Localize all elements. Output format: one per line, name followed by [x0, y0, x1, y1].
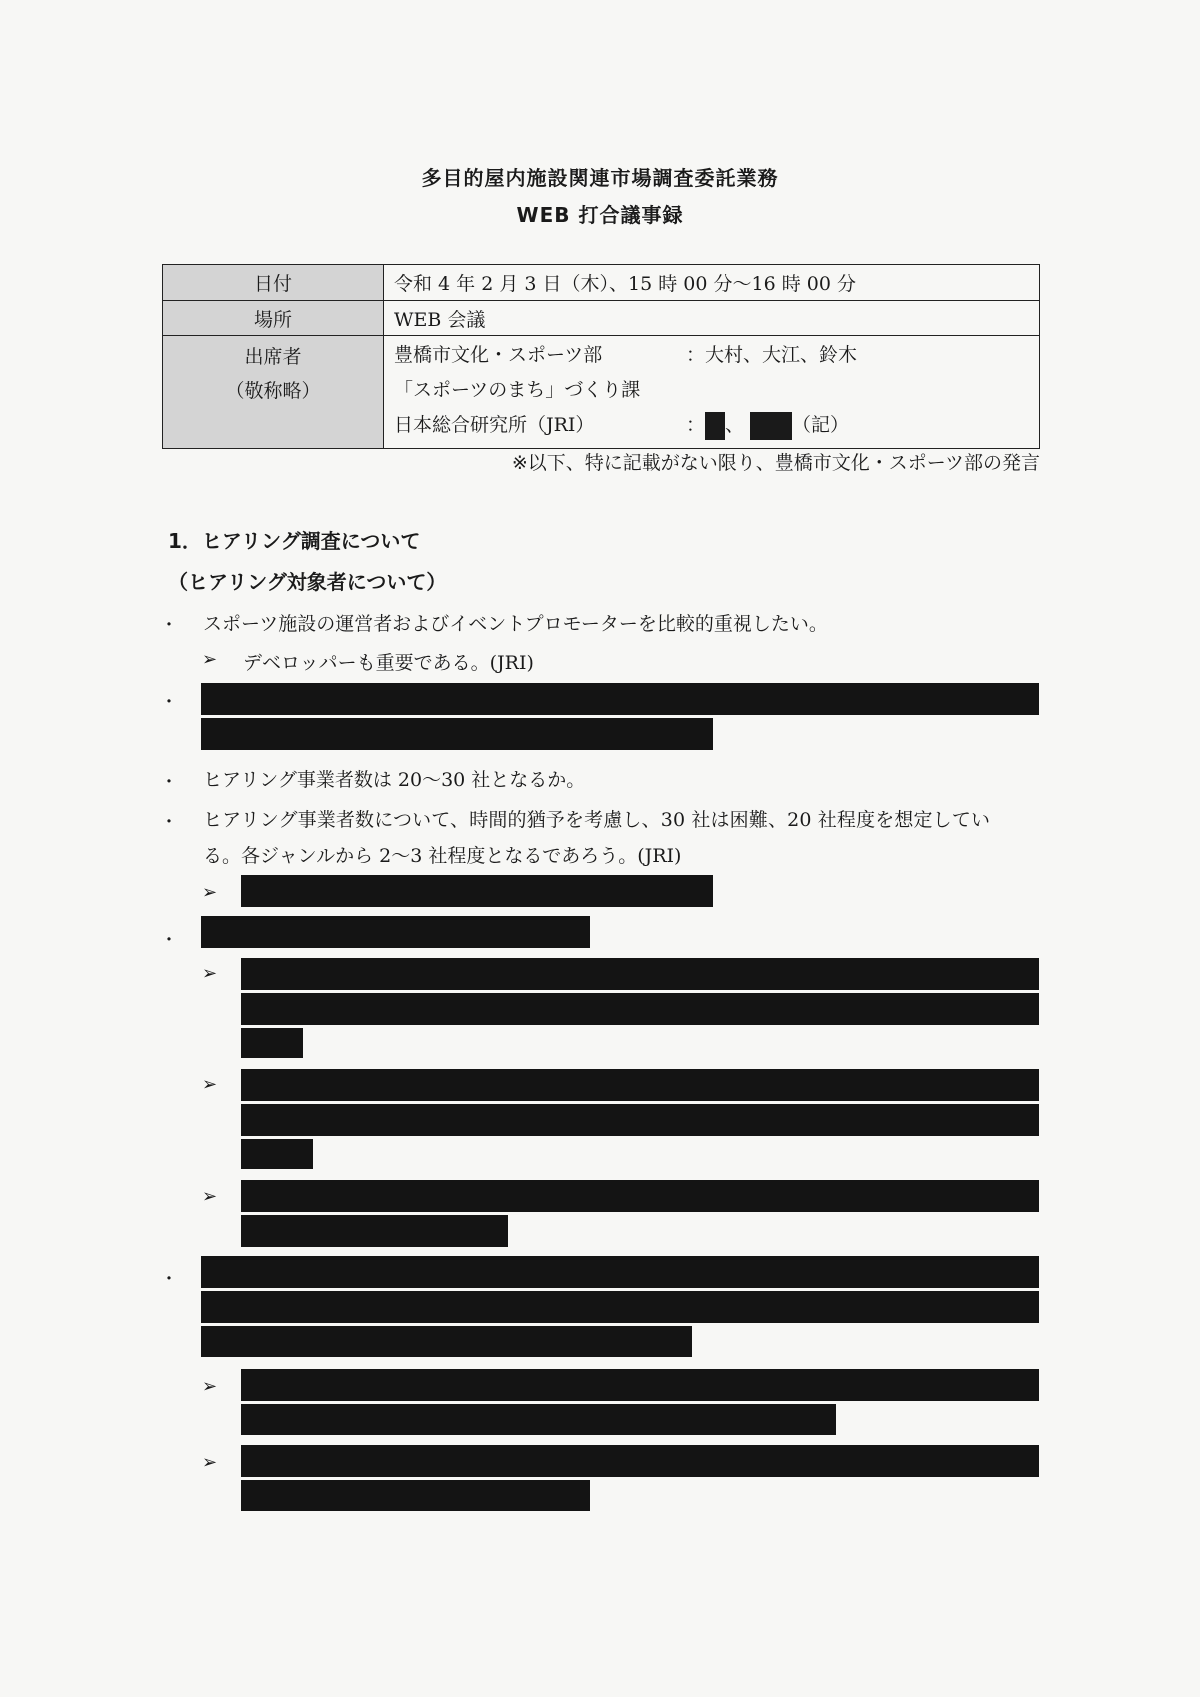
- item-1-reply: デベロッパーも重要である。(JRI): [243, 652, 534, 674]
- attendees-label-cell: [163, 336, 384, 449]
- attendee-names-1: ：大村、大江、鈴木: [686, 344, 858, 366]
- attendee-org-1: 豊橋市文化・スポーツ部: [394, 344, 603, 366]
- attendee-line-1: [394, 338, 1029, 373]
- attendee-line-3: [394, 408, 1029, 443]
- arrow-marker: ➢: [202, 882, 218, 903]
- redaction-block: [201, 683, 1039, 715]
- redaction-block: [241, 1404, 836, 1435]
- place-label: 場所: [163, 301, 384, 336]
- bullet-marker: ・: [160, 615, 178, 636]
- date-value: 令和 4 年 2 月 3 日（木）、15 時 00 分～16 時 00 分: [384, 265, 1040, 301]
- redaction-block: [241, 875, 713, 907]
- speaker-note: ※以下、特に記載がない限り、豊橋市文化・スポーツ部の発言: [511, 452, 1040, 474]
- date-row: [163, 265, 1040, 301]
- item-4-text-line2: る。各ジャンルから 2～3 社程度となるであろう。(JRI): [203, 845, 682, 867]
- attendee-names-3-prefix: ：: [686, 414, 706, 436]
- redaction-block: [241, 1104, 1039, 1136]
- section-heading: 1．ヒアリング調査について: [168, 529, 421, 553]
- redaction-block: [241, 993, 1039, 1025]
- redaction-block: [241, 958, 1039, 990]
- arrow-marker: ➢: [202, 1186, 218, 1207]
- arrow-marker: ➢: [202, 963, 218, 984]
- redaction-block: [241, 1139, 313, 1169]
- attendees-label-sub: （敬称略）: [225, 380, 321, 402]
- redaction-block: [241, 1215, 508, 1247]
- redaction-block: [201, 916, 590, 948]
- bullet-marker: ・: [160, 692, 178, 713]
- redacted-name-2: [750, 412, 792, 440]
- bullet-marker: ・: [160, 812, 178, 833]
- attendee-org-3: 日本総合研究所（JRI）: [394, 414, 595, 436]
- arrow-marker: ➢: [202, 1376, 218, 1397]
- document-title: 多目的屋内施設関連市場調査委託業務: [421, 166, 779, 190]
- place-value: WEB 会議: [384, 301, 1040, 336]
- redaction-block: [201, 718, 713, 750]
- attendee-org-2: 「スポーツのまち」づくり課: [394, 379, 641, 401]
- date-label: 日付: [163, 265, 384, 301]
- section-subheading: （ヒアリング対象者について）: [168, 570, 447, 594]
- bullet-marker: ・: [160, 772, 178, 793]
- arrow-marker: ➢: [202, 1074, 218, 1095]
- redaction-block: [241, 1180, 1039, 1212]
- attendee-line-2: [394, 373, 1029, 408]
- attendees-row: [163, 336, 1040, 449]
- bullet-marker: ・: [160, 930, 178, 951]
- redaction-block: [241, 1069, 1039, 1101]
- redaction-block: [241, 1028, 303, 1058]
- redacted-name-1: [705, 412, 725, 440]
- document-subtitle: WEB 打合議事録: [516, 203, 684, 227]
- attendee-names-3: [686, 408, 849, 443]
- place-row: [163, 301, 1040, 336]
- arrow-marker: ➢: [202, 1452, 218, 1473]
- attendee-names-3-suffix: （記）: [792, 414, 850, 436]
- attendees-value-cell: [384, 336, 1040, 449]
- redaction-block: [241, 1445, 1039, 1477]
- item-1-text: スポーツ施設の運営者およびイベントプロモーターを比較的重視したい。: [203, 613, 828, 635]
- redaction-block: [241, 1369, 1039, 1401]
- bullet-marker: ・: [160, 1269, 178, 1290]
- attendees-label: 出席者: [244, 346, 302, 368]
- item-3-text: ヒアリング事業者数は 20～30 社となるか。: [203, 769, 586, 791]
- redaction-block: [241, 1480, 590, 1511]
- redaction-block: [201, 1256, 1039, 1288]
- redaction-block: [201, 1291, 1039, 1323]
- attendee-names-3-sep: 、: [725, 414, 745, 436]
- arrow-marker: ➢: [202, 649, 218, 670]
- redaction-block: [201, 1326, 692, 1357]
- meeting-info-table: [162, 264, 1040, 449]
- item-4-text-line1: ヒアリング事業者数について、時間的猶予を考慮し、30 社は困難、20 社程度を想定してい: [203, 809, 991, 831]
